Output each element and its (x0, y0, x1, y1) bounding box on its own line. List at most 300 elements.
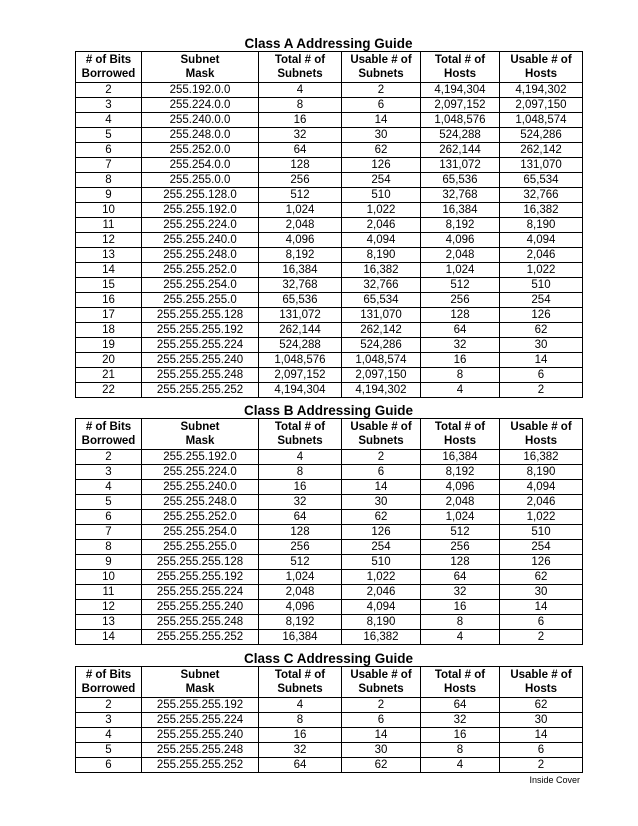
table-cell: 1,048,576 (259, 353, 342, 368)
table-cell: 256 (259, 540, 342, 555)
table-row (76, 83, 583, 98)
table-cell: 126 (500, 308, 583, 323)
table-cell: 2 (76, 83, 142, 98)
column-header-line: # of Bits (85, 54, 132, 66)
table-cell: 2 (500, 758, 583, 773)
table-cell: 8 (76, 173, 142, 188)
table-cell: 510 (342, 188, 421, 203)
class-a-table (75, 51, 583, 398)
table-row (76, 248, 583, 263)
table-row (76, 383, 583, 398)
table-cell: 22 (76, 383, 142, 398)
column-header (76, 419, 142, 450)
table-cell: 8,192 (259, 615, 342, 630)
table-cell: 6 (342, 98, 421, 113)
table-cell: 16,382 (342, 263, 421, 278)
table-row (76, 570, 583, 585)
table-cell: 128 (421, 308, 500, 323)
table-cell: 4 (76, 728, 142, 743)
header-row (76, 52, 583, 83)
table-cell: 62 (500, 323, 583, 338)
column-header (76, 52, 142, 83)
table-cell: 14 (342, 480, 421, 495)
table-cell: 255.255.255.192 (142, 570, 259, 585)
table-cell: 126 (342, 158, 421, 173)
column-header (142, 52, 259, 83)
column-header-line: Subnets (277, 683, 323, 695)
table-cell: 510 (500, 525, 583, 540)
table-cell: 3 (76, 98, 142, 113)
table-cell: 64 (259, 143, 342, 158)
table-cell: 255.255.0.0 (142, 173, 259, 188)
column-header (76, 667, 142, 698)
table-cell: 255.255.224.0 (142, 218, 259, 233)
table-cell: 6 (76, 510, 142, 525)
table-cell: 255.255.240.0 (142, 480, 259, 495)
class-c-table (75, 666, 583, 773)
column-header-line: Hosts (525, 435, 557, 447)
table-cell: 2,097,150 (342, 368, 421, 383)
table-cell: 524,286 (342, 338, 421, 353)
table-cell: 4,096 (421, 233, 500, 248)
table-cell: 254 (500, 540, 583, 555)
table-cell: 6 (500, 743, 583, 758)
table-row (76, 158, 583, 173)
column-header (142, 667, 259, 698)
table-row (76, 323, 583, 338)
column-header-line: Subnet (180, 669, 220, 681)
table-cell: 3 (76, 465, 142, 480)
table-row (76, 495, 583, 510)
table-cell: 2 (76, 698, 142, 713)
table-cell: 1,024 (259, 570, 342, 585)
table-cell: 255.254.0.0 (142, 158, 259, 173)
table-cell: 32,768 (421, 188, 500, 203)
table-cell: 255.224.0.0 (142, 98, 259, 113)
table-cell: 30 (500, 713, 583, 728)
table-cell: 1,022 (500, 263, 583, 278)
table-cell: 4 (421, 758, 500, 773)
table-cell: 255.252.0.0 (142, 143, 259, 158)
table-cell: 4 (76, 113, 142, 128)
table-cell: 14 (76, 630, 142, 645)
table-cell: 12 (76, 233, 142, 248)
table-row (76, 173, 583, 188)
column-header (342, 419, 421, 450)
class-b-title: Class B Addressing Guide (243, 403, 414, 418)
table-cell: 1,024 (421, 263, 500, 278)
table-cell: 64 (421, 323, 500, 338)
table-cell: 2 (342, 698, 421, 713)
table-cell: 2,048 (259, 585, 342, 600)
table-cell: 255.255.255.224 (142, 338, 259, 353)
column-header-line: Usable # of (510, 54, 572, 66)
table-row (76, 338, 583, 353)
table-row (76, 128, 583, 143)
table-row (76, 308, 583, 323)
table-cell: 8 (259, 98, 342, 113)
header-row (76, 667, 583, 698)
table-cell: 256 (421, 293, 500, 308)
class-c-section (75, 651, 582, 773)
table-cell: 255.255.252.0 (142, 263, 259, 278)
table-cell: 6 (500, 368, 583, 383)
table-cell: 255.255.255.248 (142, 368, 259, 383)
table-cell: 255.248.0.0 (142, 128, 259, 143)
column-header (259, 419, 342, 450)
table-cell: 255.255.248.0 (142, 495, 259, 510)
table-cell: 4 (259, 450, 342, 465)
table-cell: 20 (76, 353, 142, 368)
table-cell: 1,048,574 (500, 113, 583, 128)
column-header-line: Total # of (434, 421, 486, 433)
table-cell: 131,072 (259, 308, 342, 323)
table-cell: 16,382 (342, 630, 421, 645)
table-cell: 8 (259, 465, 342, 480)
table-cell: 4,194,304 (259, 383, 342, 398)
table-cell: 16 (259, 113, 342, 128)
table-row (76, 368, 583, 383)
table-cell: 62 (342, 510, 421, 525)
table-cell: 6 (76, 143, 142, 158)
column-header-line: Total # of (434, 54, 486, 66)
column-header-line: Usable # of (350, 54, 412, 66)
table-cell: 262,144 (421, 143, 500, 158)
class-b-table (75, 418, 583, 645)
column-header-line: Hosts (525, 683, 557, 695)
table-cell: 4,096 (421, 480, 500, 495)
table-row (76, 585, 583, 600)
table-cell: 255.255.192.0 (142, 450, 259, 465)
table-cell: 4,096 (259, 233, 342, 248)
table-cell: 255.255.255.192 (142, 323, 259, 338)
table-cell: 64 (421, 698, 500, 713)
column-header (342, 52, 421, 83)
table-cell: 12 (76, 600, 142, 615)
table-cell: 11 (76, 218, 142, 233)
table-cell: 2,046 (342, 218, 421, 233)
table-cell: 16,382 (500, 450, 583, 465)
table-cell: 14 (500, 353, 583, 368)
table-cell: 512 (421, 525, 500, 540)
table-cell: 30 (500, 338, 583, 353)
table-cell: 32 (259, 495, 342, 510)
table-cell: 7 (76, 525, 142, 540)
table-cell: 30 (500, 585, 583, 600)
table-cell: 16,384 (259, 630, 342, 645)
table-cell: 62 (342, 143, 421, 158)
table-row (76, 203, 583, 218)
table-cell: 14 (500, 728, 583, 743)
column-header-line: Hosts (444, 683, 476, 695)
table-cell: 8,192 (259, 248, 342, 263)
column-header-line: Mask (185, 435, 215, 447)
table-row (76, 480, 583, 495)
column-header-line: Mask (185, 683, 215, 695)
table-row (76, 713, 583, 728)
column-header-line: Total # of (274, 421, 326, 433)
table-cell: 1,048,574 (342, 353, 421, 368)
table-cell: 8 (421, 615, 500, 630)
table-cell: 14 (342, 113, 421, 128)
class-c-title: Class C Addressing Guide (243, 651, 414, 666)
table-cell: 255.255.192.0 (142, 203, 259, 218)
table-cell: 13 (76, 248, 142, 263)
table-cell: 8,190 (342, 248, 421, 263)
table-cell: 65,536 (259, 293, 342, 308)
table-cell: 512 (421, 278, 500, 293)
column-header-line: Subnets (358, 435, 404, 447)
table-cell: 126 (500, 555, 583, 570)
table-cell: 16,384 (421, 450, 500, 465)
column-header (259, 667, 342, 698)
table-cell: 2 (342, 83, 421, 98)
table-cell: 16,384 (259, 263, 342, 278)
table-cell: 16 (421, 728, 500, 743)
table-row (76, 188, 583, 203)
table-cell: 8,190 (500, 218, 583, 233)
table-cell: 255.255.255.128 (142, 308, 259, 323)
table-cell: 4,094 (500, 233, 583, 248)
table-cell: 30 (342, 128, 421, 143)
table-cell: 255.255.255.252 (142, 758, 259, 773)
table-cell: 4 (259, 698, 342, 713)
table-row (76, 218, 583, 233)
table-row (76, 630, 583, 645)
table-cell: 4,096 (259, 600, 342, 615)
table-row (76, 743, 583, 758)
table-row (76, 113, 583, 128)
table-cell: 16,384 (421, 203, 500, 218)
table-cell: 2 (500, 383, 583, 398)
table-cell: 2 (500, 630, 583, 645)
table-cell: 255.255.252.0 (142, 510, 259, 525)
table-cell: 21 (76, 368, 142, 383)
table-cell: 1,024 (259, 203, 342, 218)
table-cell: 32,766 (500, 188, 583, 203)
table-cell: 2,097,152 (421, 98, 500, 113)
column-header-line: Total # of (274, 669, 326, 681)
table-cell: 4,194,304 (421, 83, 500, 98)
column-header (259, 52, 342, 83)
table-cell: 256 (421, 540, 500, 555)
table-cell: 5 (76, 128, 142, 143)
table-cell: 10 (76, 203, 142, 218)
table-row (76, 98, 583, 113)
table-cell: 2,048 (421, 248, 500, 263)
table-cell: 255.240.0.0 (142, 113, 259, 128)
table-cell: 4,094 (500, 480, 583, 495)
table-cell: 14 (342, 728, 421, 743)
table-cell: 131,070 (342, 308, 421, 323)
table-cell: 131,070 (500, 158, 583, 173)
column-header-line: Hosts (444, 68, 476, 80)
column-header (500, 52, 583, 83)
table-cell: 262,144 (259, 323, 342, 338)
table-cell: 6 (500, 615, 583, 630)
column-header (342, 667, 421, 698)
table-cell: 64 (259, 758, 342, 773)
table-cell: 32 (421, 585, 500, 600)
table-cell: 62 (500, 570, 583, 585)
table-row (76, 728, 583, 743)
column-header-line: Subnet (180, 54, 220, 66)
column-header-line: Subnet (180, 421, 220, 433)
table-cell: 255.255.255.0 (142, 293, 259, 308)
table-cell: 254 (500, 293, 583, 308)
table-cell: 255.255.255.0 (142, 540, 259, 555)
table-cell: 255.255.255.248 (142, 743, 259, 758)
page-footer: Inside Cover (529, 775, 580, 785)
table-cell: 4 (421, 383, 500, 398)
table-cell: 254 (342, 173, 421, 188)
table-cell: 128 (259, 158, 342, 173)
table-cell: 2 (342, 450, 421, 465)
column-header-line: Total # of (274, 54, 326, 66)
column-header-line: Subnets (358, 68, 404, 80)
table-cell: 65,536 (421, 173, 500, 188)
table-row (76, 525, 583, 540)
column-header (421, 419, 500, 450)
table-cell: 6 (342, 713, 421, 728)
header-row (76, 419, 583, 450)
table-cell: 524,288 (421, 128, 500, 143)
table-cell: 255.255.255.192 (142, 698, 259, 713)
table-row (76, 600, 583, 615)
table-cell: 8 (421, 368, 500, 383)
table-cell: 262,142 (500, 143, 583, 158)
table-cell: 8,190 (500, 465, 583, 480)
table-cell: 255.255.240.0 (142, 233, 259, 248)
class-a-title: Class A Addressing Guide (244, 36, 413, 51)
table-cell: 1,048,576 (421, 113, 500, 128)
table-cell: 255.255.128.0 (142, 188, 259, 203)
table-cell: 4,094 (342, 600, 421, 615)
table-cell: 9 (76, 555, 142, 570)
table-cell: 65,534 (500, 173, 583, 188)
table-cell: 5 (76, 495, 142, 510)
class-a-section (75, 36, 582, 398)
column-header-line: Usable # of (510, 669, 572, 681)
table-cell: 2,048 (259, 218, 342, 233)
table-cell: 16 (76, 293, 142, 308)
table-row (76, 555, 583, 570)
table-cell: 255.255.255.224 (142, 585, 259, 600)
column-header-line: Subnets (277, 68, 323, 80)
table-cell: 16 (421, 353, 500, 368)
table-cell: 255.255.255.252 (142, 630, 259, 645)
column-header-line: Subnets (358, 683, 404, 695)
table-cell: 524,286 (500, 128, 583, 143)
table-cell: 10 (76, 570, 142, 585)
table-cell: 510 (342, 555, 421, 570)
table-row (76, 293, 583, 308)
table-cell: 2,097,152 (259, 368, 342, 383)
class-b-section (75, 403, 582, 645)
table-row (76, 263, 583, 278)
table-cell: 14 (76, 263, 142, 278)
table-row (76, 143, 583, 158)
column-header-line: Hosts (444, 435, 476, 447)
table-cell: 64 (421, 570, 500, 585)
table-cell: 524,288 (259, 338, 342, 353)
column-header-line: Total # of (434, 669, 486, 681)
table-cell: 512 (259, 555, 342, 570)
column-header-line: Mask (185, 68, 215, 80)
column-header-line: # of Bits (85, 421, 132, 433)
table-cell: 3 (76, 713, 142, 728)
table-cell: 2,046 (500, 248, 583, 263)
table-cell: 9 (76, 188, 142, 203)
column-header (421, 52, 500, 83)
column-header (500, 419, 583, 450)
table-cell: 4 (421, 630, 500, 645)
table-cell: 11 (76, 585, 142, 600)
table-cell: 32,766 (342, 278, 421, 293)
column-header-line: Borrowed (81, 68, 136, 80)
table-cell: 255.255.255.128 (142, 555, 259, 570)
table-row (76, 510, 583, 525)
table-cell: 16 (259, 480, 342, 495)
table-cell: 1,022 (342, 203, 421, 218)
table-cell: 126 (342, 525, 421, 540)
table-row (76, 758, 583, 773)
table-cell: 6 (76, 758, 142, 773)
table-cell: 255.255.255.240 (142, 728, 259, 743)
table-cell: 62 (500, 698, 583, 713)
table-cell: 16 (421, 600, 500, 615)
table-cell: 16 (259, 728, 342, 743)
column-header (500, 667, 583, 698)
table-cell: 4,194,302 (342, 383, 421, 398)
table-cell: 128 (421, 555, 500, 570)
table-cell: 1,022 (342, 570, 421, 585)
table-cell: 131,072 (421, 158, 500, 173)
column-header-line: Hosts (525, 68, 557, 80)
table-cell: 128 (259, 525, 342, 540)
table-cell: 13 (76, 615, 142, 630)
table-cell: 6 (342, 465, 421, 480)
table-cell: 262,142 (342, 323, 421, 338)
column-header-line: # of Bits (85, 669, 132, 681)
column-header-line: Borrowed (81, 435, 136, 447)
table-cell: 8 (76, 540, 142, 555)
table-row (76, 615, 583, 630)
table-cell: 2,097,150 (500, 98, 583, 113)
table-cell: 512 (259, 188, 342, 203)
table-cell: 32 (259, 743, 342, 758)
table-cell: 8,190 (342, 615, 421, 630)
table-cell: 8,192 (421, 218, 500, 233)
column-header-line: Borrowed (81, 683, 136, 695)
table-cell: 1,024 (421, 510, 500, 525)
table-cell: 30 (342, 743, 421, 758)
column-header-line: Usable # of (510, 421, 572, 433)
table-cell: 4 (259, 83, 342, 98)
table-cell: 8,192 (421, 465, 500, 480)
table-cell: 255.255.255.248 (142, 615, 259, 630)
table-cell: 32,768 (259, 278, 342, 293)
column-header-line: Usable # of (350, 669, 412, 681)
column-header-line: Subnets (277, 435, 323, 447)
column-header-line: Usable # of (350, 421, 412, 433)
table-cell: 15 (76, 278, 142, 293)
table-cell: 62 (342, 758, 421, 773)
table-cell: 510 (500, 278, 583, 293)
table-cell: 5 (76, 743, 142, 758)
table-cell: 4,094 (342, 233, 421, 248)
table-cell: 8 (259, 713, 342, 728)
